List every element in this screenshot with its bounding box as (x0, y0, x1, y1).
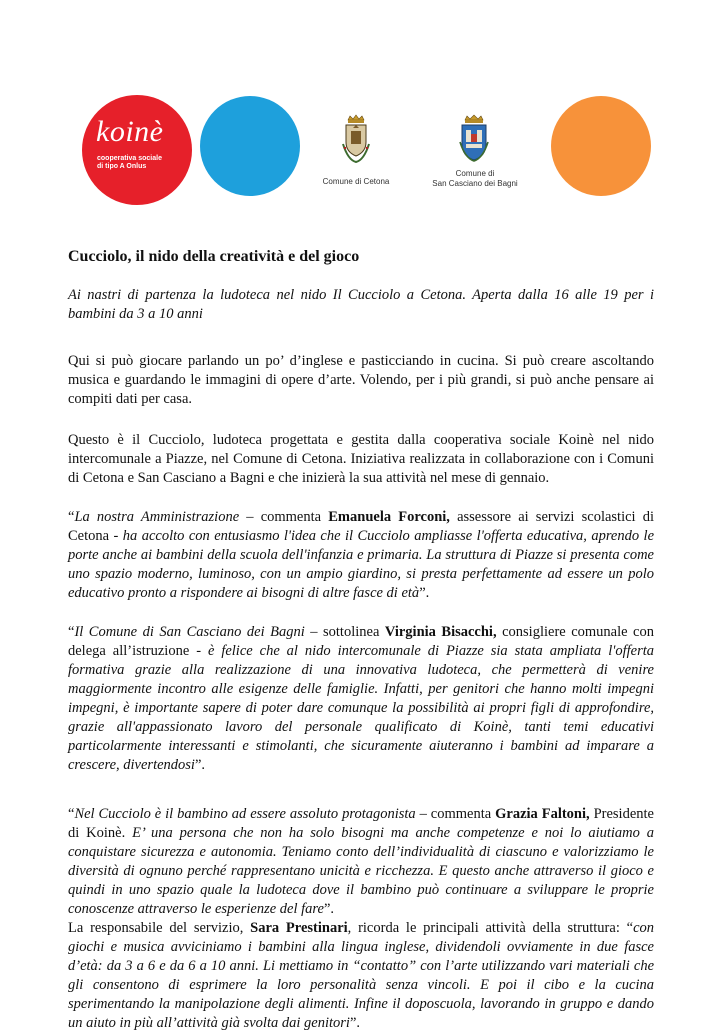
prestinari-quote-text: con giochi e musica avviciniamo i bambini alla lingua inglese, dividendoli ovviamente in due fasce d’età: da 3 a 6 e da 6 a 10 anni. Li mettiamo in “contatto” con l’arte utilizzando vari materiali che gli consentono di esprimere la loro personalità senza vincoli. E poi il cibo e la cucina sperimentando la manipolazione degli alimenti. Infine il doposcuola, lavorando in gruppo e dando un aiuto in più all’attività già svolta dai genitori (68, 920, 655, 1031)
speaker-forconi: Emanuela Forconi, (328, 509, 450, 525)
cetona-crest-icon (340, 114, 372, 166)
paragraph-1: Qui si può giocare parlando un po’ d’inglese e pasticciando in cucina. Si può creare ascoltando musica e guardando le immagini di opere d’arte. Volendo, per i più grandi, si può anche pensare ai compiti dati per casa. (68, 353, 654, 407)
sancasciano-label-line-1: Comune di (455, 169, 495, 178)
quote-forconi-intro: La nostra Amministrazione (74, 509, 240, 525)
orange-circle (551, 96, 651, 196)
quote-forconi-text: ha accolto con entusiasmo l'idea che il Cucciolo ampliasse l'offerta educativa, aprendo le porte anche ai bambini della scuola dell'infanzia e primaria. La struttura di Piazze si presenta come uno spazio moderno, luminoso, con un ampio giardino, si presta perfettamente ad essere un polo educativo pronto a rispondere ai bisogni di altre fasce di età (68, 528, 655, 601)
sancasciano-crest-icon (456, 114, 492, 164)
quote-forconi-verb: – commenta (239, 509, 329, 525)
quote-open: “ (68, 624, 75, 640)
quote-faltoni-role: Presidente di Koinè. (68, 806, 654, 841)
koine-wordmark: koinè (96, 115, 164, 148)
quote-close: ”. (349, 1015, 360, 1031)
koine-subtitle (97, 155, 181, 171)
quote-faltoni-verb: – commenta (415, 806, 496, 822)
quote-bisacchi-text: è felice che al nido intercomunale di Piazze sia stata ampliata l'offerta formativa grazie alla realizzazione di una innovativa ludoteca, che permetterà di venire maggiormente incontro alle esigenze delle famiglie. Infatti, per genitori che hanno molti impegni impegni, è importante sapere di poter dare comunque la possibilità ai propri figli di approfondire, grazie all'appassionato lavoro del personale qualificato di Koinè, tanti temi educativi particolarmente interessanti e stimolanti, che sicuramente aiuteranno i bambini ad imparare a crescere, divertendosi (68, 643, 654, 773)
cetona-label: Comune di Cetona (322, 177, 390, 186)
quote-forconi (68, 508, 654, 603)
quote-faltoni-intro: Nel Cucciolo è il bambino ad essere assoluto protagonista (74, 806, 416, 822)
quote-bisacchi-verb: – sottolinea (304, 624, 385, 640)
paragraph-prestinari (68, 919, 654, 1033)
blue-circle (200, 96, 300, 196)
koine-subtitle-line-1: cooperativa sociale (97, 155, 162, 162)
koine-subtitle-line-2: di tipo A Onlus (97, 163, 147, 170)
article-lead: Ai nastri di partenza la ludoteca nel nido Il Cucciolo a Cetona. Aperta dalla 16 alle 19 per i bambini da 3 a 10 anni (68, 287, 654, 322)
speaker-bisacchi: Virginia Bisacchi, (384, 624, 497, 640)
quote-faltoni (68, 805, 654, 919)
quote-forconi-role: assessore ai servizi scolastici di Cetona - (68, 509, 654, 544)
logo-header (0, 0, 724, 240)
speaker-prestinari: Sara Prestinari (250, 920, 348, 936)
quote-faltoni-text: E’ una persona che non ha solo bisogni ma anche competenze e noi lo aiutiamo a conquistare sicurezza e autonomia. Teniamo conto dell’individualità di ciascuno e valorizziamo le diversità di ognuno perché rappresentano unicità e ricchezza. E questo anche attraverso il gioco e quindi in uno spazio quale la ludoteca dove il bambino può continuare a sviluppare le proprie conoscenze attraverso le esperienze del fare (68, 825, 654, 917)
koine-logo (82, 95, 192, 205)
prestinari-intro: La responsabile del servizio, (68, 920, 251, 936)
sancasciano-label-line-2: San Casciano dei Bagni (432, 179, 518, 188)
quote-bisacchi (68, 623, 654, 775)
quote-open: “ (68, 509, 75, 525)
article-body (68, 246, 654, 1033)
quote-close: ”. (419, 585, 430, 601)
sancasciano-label (430, 169, 520, 189)
paragraph-2: Questo è il Cucciolo, ludoteca progettata e gestita dalla cooperativa sociale Koinè nel nido intercomunale a Piazze, nel Comune di Cetona. Iniziativa realizzata in collaborazione con i Comuni di Cetona e San Casciano a Bagni e che inizierà la sua attività nel mese di gennaio. (68, 432, 654, 486)
speaker-faltoni: Grazia Faltoni, (495, 806, 590, 822)
quote-bisacchi-intro: Il Comune di San Casciano dei Bagni (74, 624, 305, 640)
quote-open: “ (68, 806, 75, 822)
prestinari-verb: , ricorda le principali attività della struttura: “ (347, 920, 634, 936)
quote-bisacchi-role: consigliere comunale con delega all’istruzione - (68, 624, 654, 659)
quote-close: ”. (323, 901, 335, 917)
article-title: Cucciolo, il nido della creatività e del gioco (68, 248, 360, 265)
quote-close: ”. (194, 757, 206, 773)
